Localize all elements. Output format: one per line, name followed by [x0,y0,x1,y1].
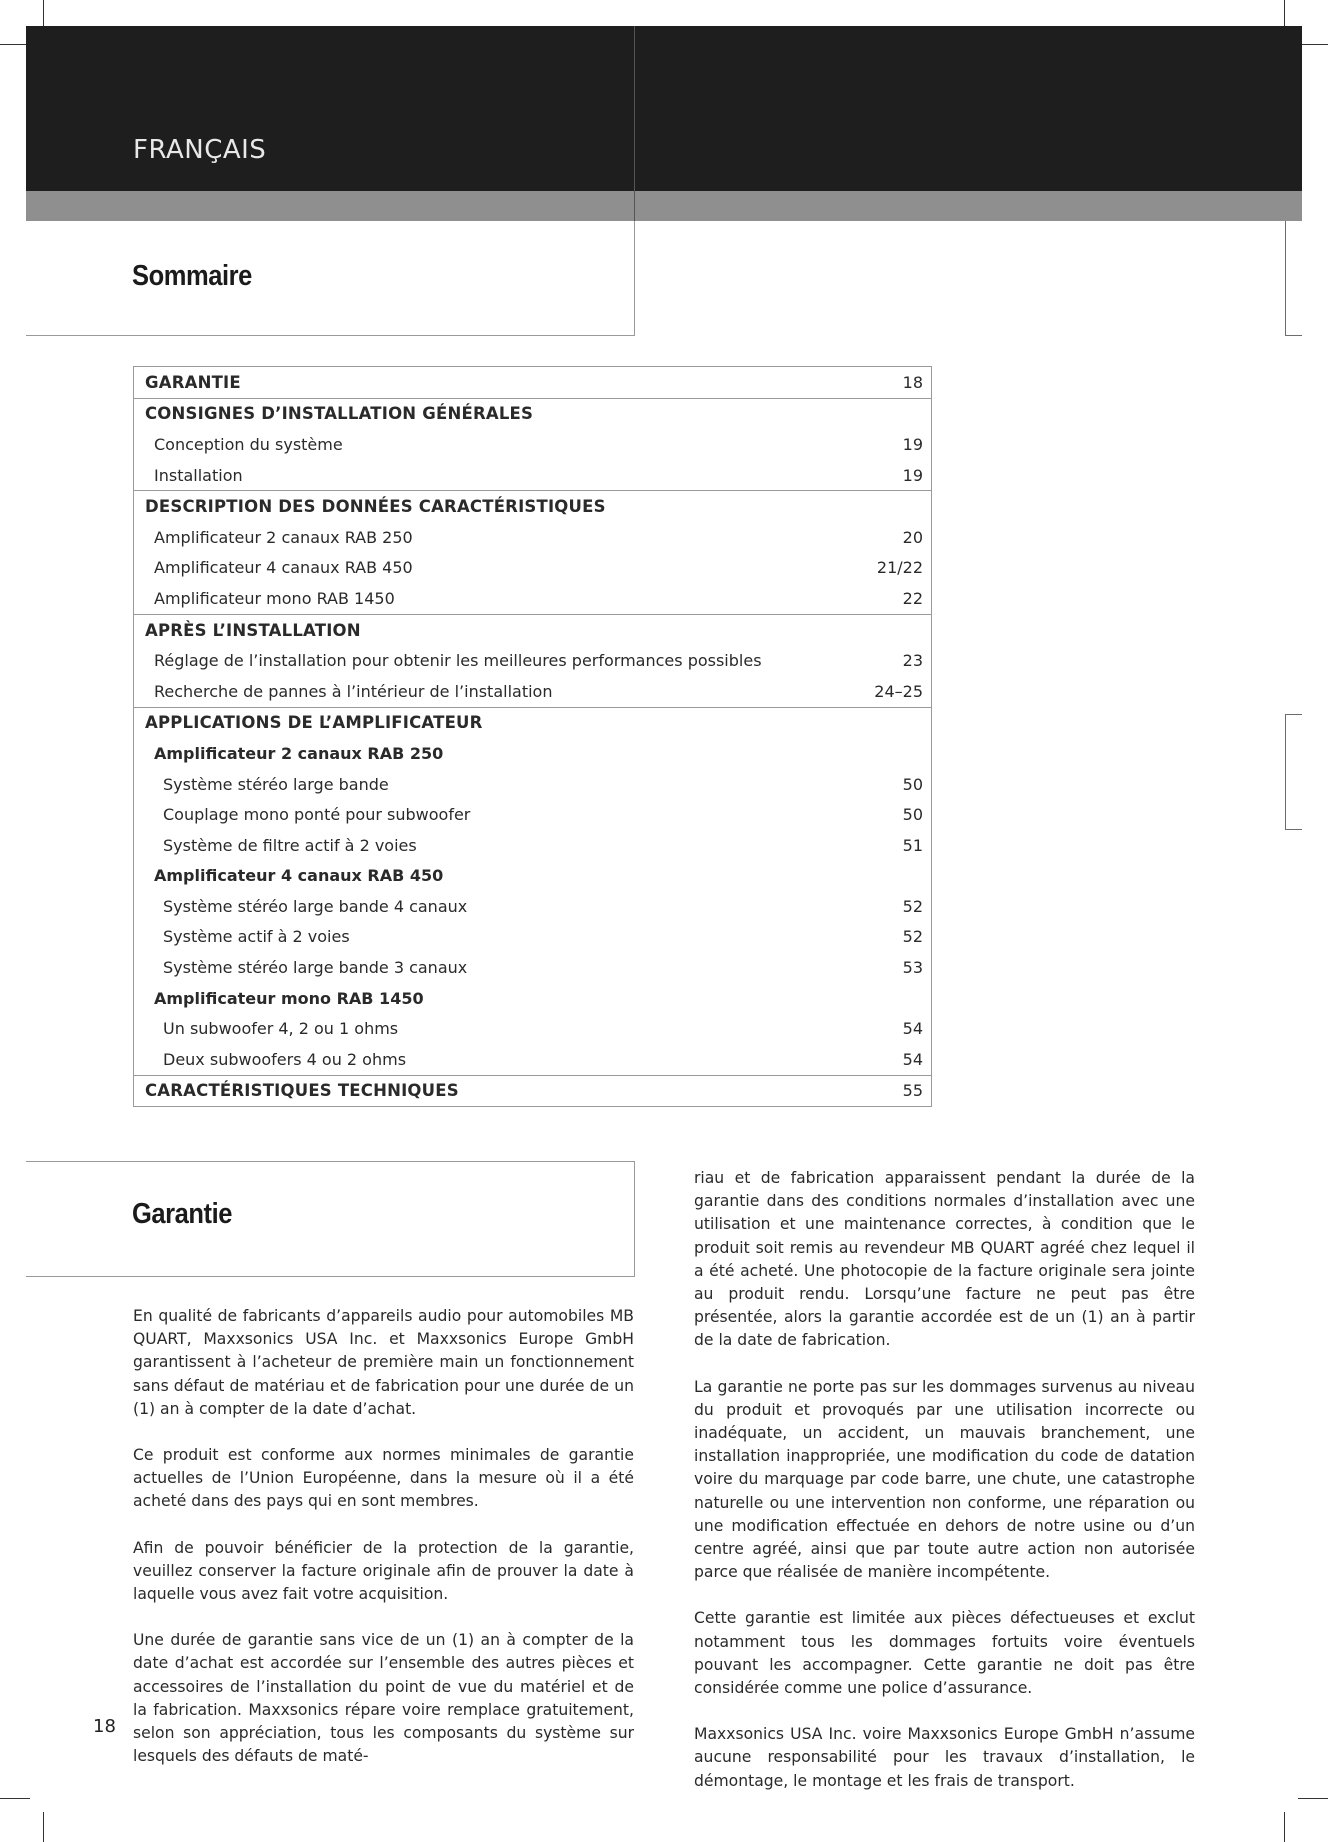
toc-entry-page: 51 [902,835,923,855]
toc-entry-label: Deux subwoofers 4 ou 2 ohms [163,1049,407,1069]
toc-row [134,553,931,584]
edge-bracket [1285,829,1302,830]
toc-row [134,922,931,953]
toc-row [134,460,931,491]
title-box-bottom [26,335,635,336]
toc-entry-page: 18 [902,372,923,392]
toc-entry-label: Amplificateur 4 canaux RAB 450 [154,558,413,578]
toc-entry-page: 24–25 [874,681,923,701]
toc-title: Sommaire [132,260,252,292]
toc-row [134,1076,931,1107]
toc-entry-page: 21/22 [876,558,923,578]
toc-row [134,799,931,830]
garantie-paragraph: Ce produit est conforme aux normes minimales de garantie actuelles de l’Union Européenne, dans la mesure où il a été acheté dans des pays qui en sont membres. [133,1446,634,1511]
toc-entry-page: 55 [902,1081,923,1101]
toc-row [134,429,931,460]
garantie-paragraph: En qualité de fabricants d’appareils audio pour automobiles MB QUART, Maxxsonics USA Inc. et Maxxsonics Europe GmbH garantissent à l’acheteur de première main un fonctionnement sans défaut de matériau et de fabrication pour une durée de un (1) an à compter de la date d’achat. [133,1307,634,1418]
toc-row [134,367,931,398]
toc-entry-label: Système stéréo large bande 4 canaux [163,896,468,916]
edge-bracket [1285,714,1286,830]
garantie-paragraph: Maxxsonics USA Inc. voire Maxxsonics Europe GmbH n’assume aucune responsabilité pour les travaux d’installation, le démontage, le montage et les frais de transport. [694,1725,1195,1790]
garantie-box-bottom [26,1276,635,1277]
garantie-paragraph: riau et de fabrication apparaissent pendant la durée de la garantie dans des conditions normales d’installation avec une utilisation et une maintenance correctes, à condition que le produit soit remis au revendeur MB QUART agréé chez lequel il a été acheté. Une photocopie de la facture originale sera jointe au produit rendu. Lorsqu’une facture ne peut pas être présentée, alors la garantie accordée est de un (1) an à partir de la date de fabrication. [694,1169,1195,1350]
toc-section [134,367,931,398]
toc-entry-label: CARACTÉRISTIQUES TECHNIQUES [145,1081,459,1101]
toc-section [134,1075,931,1107]
toc-entry-page: 23 [902,651,923,671]
title-box-right [634,221,635,336]
toc-row [134,983,931,1014]
garantie-right-column [694,1167,1195,1816]
toc-table [133,366,932,1107]
crop-mark [1298,1798,1328,1799]
garantie-title: Garantie [132,1198,233,1230]
toc-entry-label: Réglage de l’installation pour obtenir les meilleures performances possibles [154,651,762,671]
header-divider [634,26,635,221]
toc-entry-label: APPLICATIONS DE L’AMPLIFICATEUR [145,713,483,733]
edge-bracket [1285,335,1302,336]
toc-row [134,645,931,676]
toc-entry-label: Système stéréo large bande [163,774,389,794]
toc-entry-page: 52 [902,927,923,947]
garantie-box-top [26,1161,635,1162]
toc-section [134,614,931,707]
garantie-box-right [634,1161,635,1277]
crop-mark [1298,44,1328,45]
toc-row [134,769,931,800]
toc-entry-label: Recherche de pannes à l’intérieur de l’installation [154,681,553,701]
toc-row [134,738,931,769]
toc-entry-label: Couplage mono ponté pour subwoofer [163,805,471,825]
toc-row [134,830,931,861]
toc-entry-page: 50 [902,774,923,794]
toc-row [134,399,931,430]
toc-row [134,583,931,614]
toc-row [134,522,931,553]
toc-entry-page: 54 [902,1019,923,1039]
toc-entry-label: Installation [154,465,243,485]
toc-row [134,861,931,892]
toc-row [134,491,931,522]
garantie-paragraph: Une durée de garantie sans vice de un (1) an à compter de la date d’achat est accordée sur l’ensemble des autres pièces et accessoires de l’installation du point de vue du matériel et de la fabrication. Maxxsonics répare voire remplace gratuitement, selon son appréciation, tous les composants du système sur lesquels des défauts de maté- [133,1631,634,1766]
header-gray-strip [26,191,1302,221]
toc-section [134,398,931,491]
toc-entry-label: CONSIGNES D’INSTALLATION GÉNÉRALES [145,404,534,424]
crop-mark [0,1798,30,1799]
edge-bracket [1285,221,1286,336]
garantie-paragraph: Cette garantie est limitée aux pièces défectueuses et exclut notamment tous les dommages fortuits voire éventuels pouvant les accompagner. Cette garantie ne doit pas être considérée comme une police d’assurance. [694,1609,1195,1698]
toc-entry-page: 19 [902,434,923,454]
toc-entry-label: Amplificateur 2 canaux RAB 250 [154,527,413,547]
toc-entry-label: Système actif à 2 voies [163,927,350,947]
edge-bracket [1285,714,1302,715]
garantie-left-column [133,1305,634,1791]
toc-entry-label: Amplificateur mono RAB 1450 [154,588,395,608]
toc-row [134,1044,931,1075]
language-label: FRANÇAIS [133,135,267,165]
toc-row [134,952,931,983]
toc-entry-page: 22 [902,588,923,608]
toc-row [134,615,931,646]
toc-entry-label: APRÈS L’INSTALLATION [145,620,361,640]
toc-entry-label: Amplificateur 2 canaux RAB 250 [154,743,444,763]
toc-entry-label: GARANTIE [145,372,241,392]
garantie-paragraph: Afin de pouvoir bénéficier de la protection de la garantie, veuillez conserver la facture originale afin de prouver la date à laquelle vous avez fait votre acquisition. [133,1538,634,1604]
toc-entry-label: Système de filtre actif à 2 voies [163,835,417,855]
toc-row [134,1013,931,1044]
toc-entry-label: DESCRIPTION DES DONNÉES CARACTÉRISTIQUES [145,497,606,517]
toc-entry-label: Un subwoofer 4, 2 ou 1 ohms [163,1019,399,1039]
toc-row [134,891,931,922]
crop-mark [43,1812,44,1842]
toc-entry-page: 50 [902,805,923,825]
toc-entry-page: 52 [902,896,923,916]
toc-entry-label: Amplificateur 4 canaux RAB 450 [154,866,444,886]
toc-entry-label: Amplificateur mono RAB 1450 [154,988,424,1008]
toc-entry-page: 53 [902,958,923,978]
header-band [26,26,1302,191]
toc-entry-label: Système stéréo large bande 3 canaux [163,958,468,978]
toc-row [134,676,931,707]
toc-section [134,707,931,1075]
toc-row [134,708,931,739]
toc-section [134,490,931,613]
crop-mark [1284,1812,1285,1842]
toc-entry-page: 20 [902,527,923,547]
toc-entry-page: 19 [902,465,923,485]
toc-entry-label: Conception du système [154,434,343,454]
page-number: 18 [93,1716,116,1737]
toc-entry-page: 54 [902,1049,923,1069]
garantie-paragraph: La garantie ne porte pas sur les dommages survenus au niveau du produit et provoqués par une utilisation incorrecte ou inadéquate, un accident, un mauvais branchement, une installation inappropriée, une modification du code de datation voire du marquage par code barre, une chute, une catastrophe naturelle ou une intervention non conforme, une réparation ou une modification effectuée en dehors de notre usine ou d’un centre agréé, ainsi que par toute autre action non autorisée parce que réalisée de manière incompétente. [694,1377,1195,1582]
